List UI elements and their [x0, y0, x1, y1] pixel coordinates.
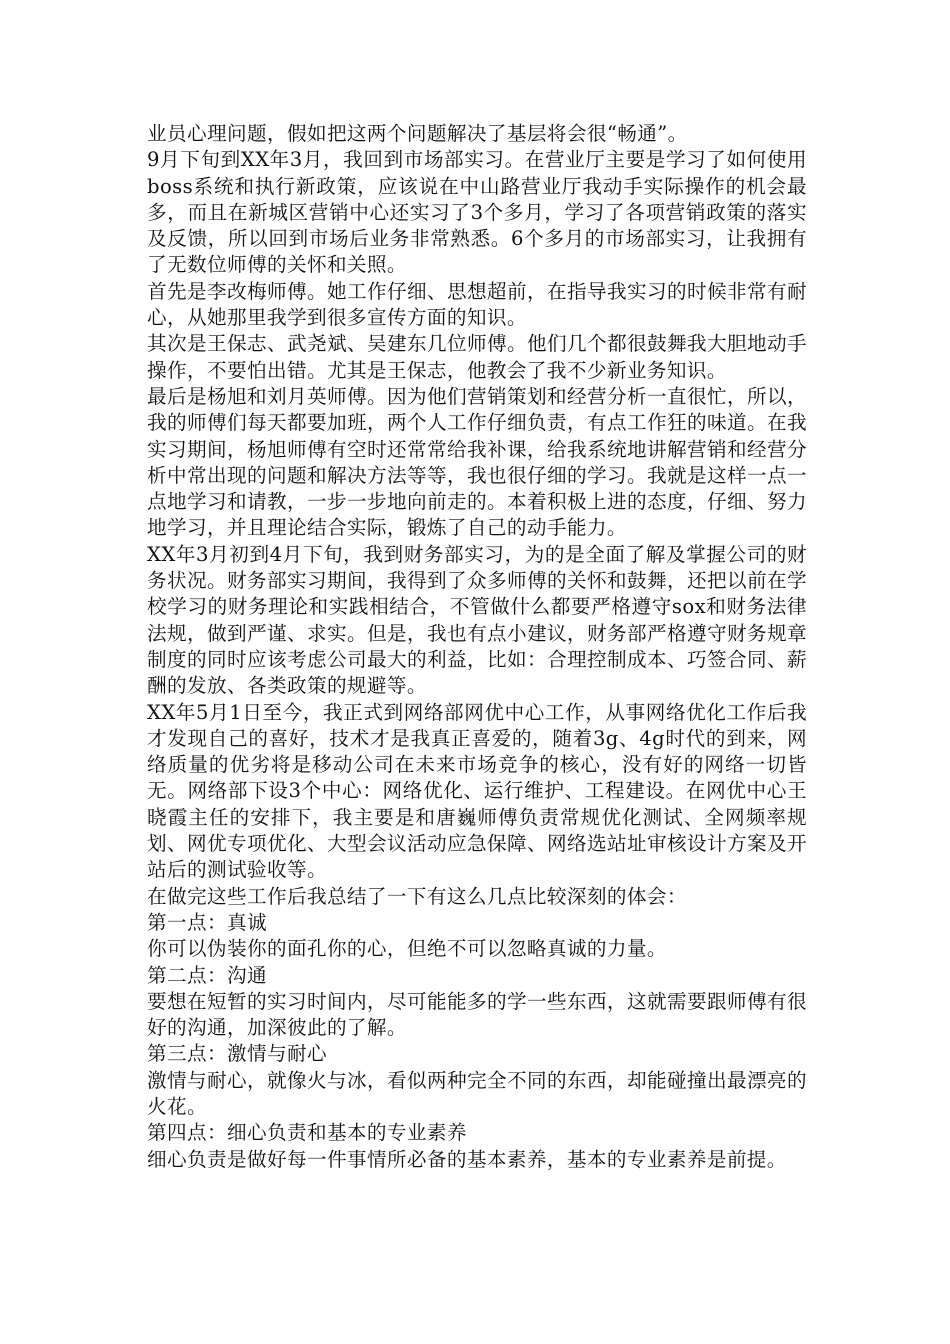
point-body-4: 细心负责是做好每一件事情所必备的基本素养，基本的专业素养是前提。 — [147, 1147, 787, 1171]
paragraph-mentors-yang-liu: 最后是杨旭和刘月英师傅。因为他们营销策划和经营分析一直很忙，所以，我的师傅们每天都要加班，两个人工作仔细负责，有点工作狂的味道。在我实习期间，杨旭师傅有空时还常常给我补课，给我系统地讲解营销和经营分析中常出现的问题和解决方法等等，我也很仔细的学习。我就是这样一点一点地学习和请教，一步一步地向前走的。本着积极上进的态度，仔细、努力地学习，并且理论结合实际，锻炼了自己的动手能力。 — [147, 384, 807, 540]
point-body-2: 要想在短暂的实习时间内，尽可能能多的学一些东西，这就需要跟师傅有很好的沟通，加深彼此的了解。 — [147, 989, 807, 1040]
point-body-3: 激情与耐心，就像火与冰，看似两种完全不同的东西，却能碰撞出最漂亮的火花。 — [147, 1068, 807, 1118]
point-heading-1: 第一点：真诚 — [147, 910, 267, 934]
point-body-1: 你可以伪装你的面孔你的心，但绝不可以忽略真诚的力量。 — [147, 937, 667, 961]
point-heading-2: 第二点：沟通 — [147, 963, 267, 987]
paragraph-summary-intro: 在做完这些工作后我总结了一下有这么几点比较深刻的体会： — [147, 884, 687, 908]
paragraph-finance-internship: XX年3月初到4月下旬，我到财务部实习，为的是全面了解及掌握公司的财务状况。财务部实习期间，我得到了众多师傅的关怀和鼓舞，还把以前在学校学习的财务理论和实践相结合，不管做什么都要严格遵守sox和财务法律法规，做到严谨、求实。但是，我也有点小建议，财务部严格遵守财务规章制度的同时应该考虑公司最大的利益，比如：合理控制成本、巧签合同、薪酬的发放、各类政策的规避等。 — [147, 542, 807, 698]
point-heading-3: 第三点：激情与耐心 — [147, 1042, 327, 1066]
paragraph-mentor-li: 首先是李改梅师傅。她工作仔细、思想超前，在指导我实习的时候非常有耐心，从她那里我学到很多宣传方面的知识。 — [147, 279, 807, 330]
paragraph-market-internship: 9月下旬到XX年3月，我回到市场部实习。在营业厅主要是学习了如何使用boss系统和执行新政策，应该说在中山路营业厅我动手实际操作的机会最多，而且在新城区营销中心还实习了3个多月，学习了各项营销政策的落实及反馈，所以回到市场后业务非常熟悉。6个多月的市场部实习，让我拥有了无数位师傅的关怀和关照。 — [147, 148, 807, 277]
paragraph-closing-fragment: 业员心理问题，假如把这两个问题解决了基层将会很“畅通”。 — [147, 122, 688, 145]
paragraph-mentors-wang: 其次是王保志、武尧斌、吴建东几位师傅。他们几个都很鼓舞我大胆地动手操作，不要怕出错。尤其是王保志，他教会了我不少新业务知识。 — [147, 332, 807, 382]
document-body — [147, 121, 807, 1173]
point-heading-4: 第四点：细心负责和基本的专业素养 — [147, 1121, 467, 1145]
paragraph-network-work: XX年5月1日至今，我正式到网络部网优中心工作，从事网络优化工作后我才发现自己的喜好，技术才是我真正喜爱的，随着3g、4g时代的到来，网络质量的优劣将是移动公司在未来市场竞争的核心，没有好的网络一切皆无。网络部下设3个中心：网络优化、运行维护、工程建设。在网优中心王晓霞主任的安排下，我主要是和唐巍师傅负责常规优化测试、全网频率规划、网优专项优化、大型会议活动应急保障、网络选站址审核设计方案及开站后的测试验收等。 — [147, 700, 807, 882]
